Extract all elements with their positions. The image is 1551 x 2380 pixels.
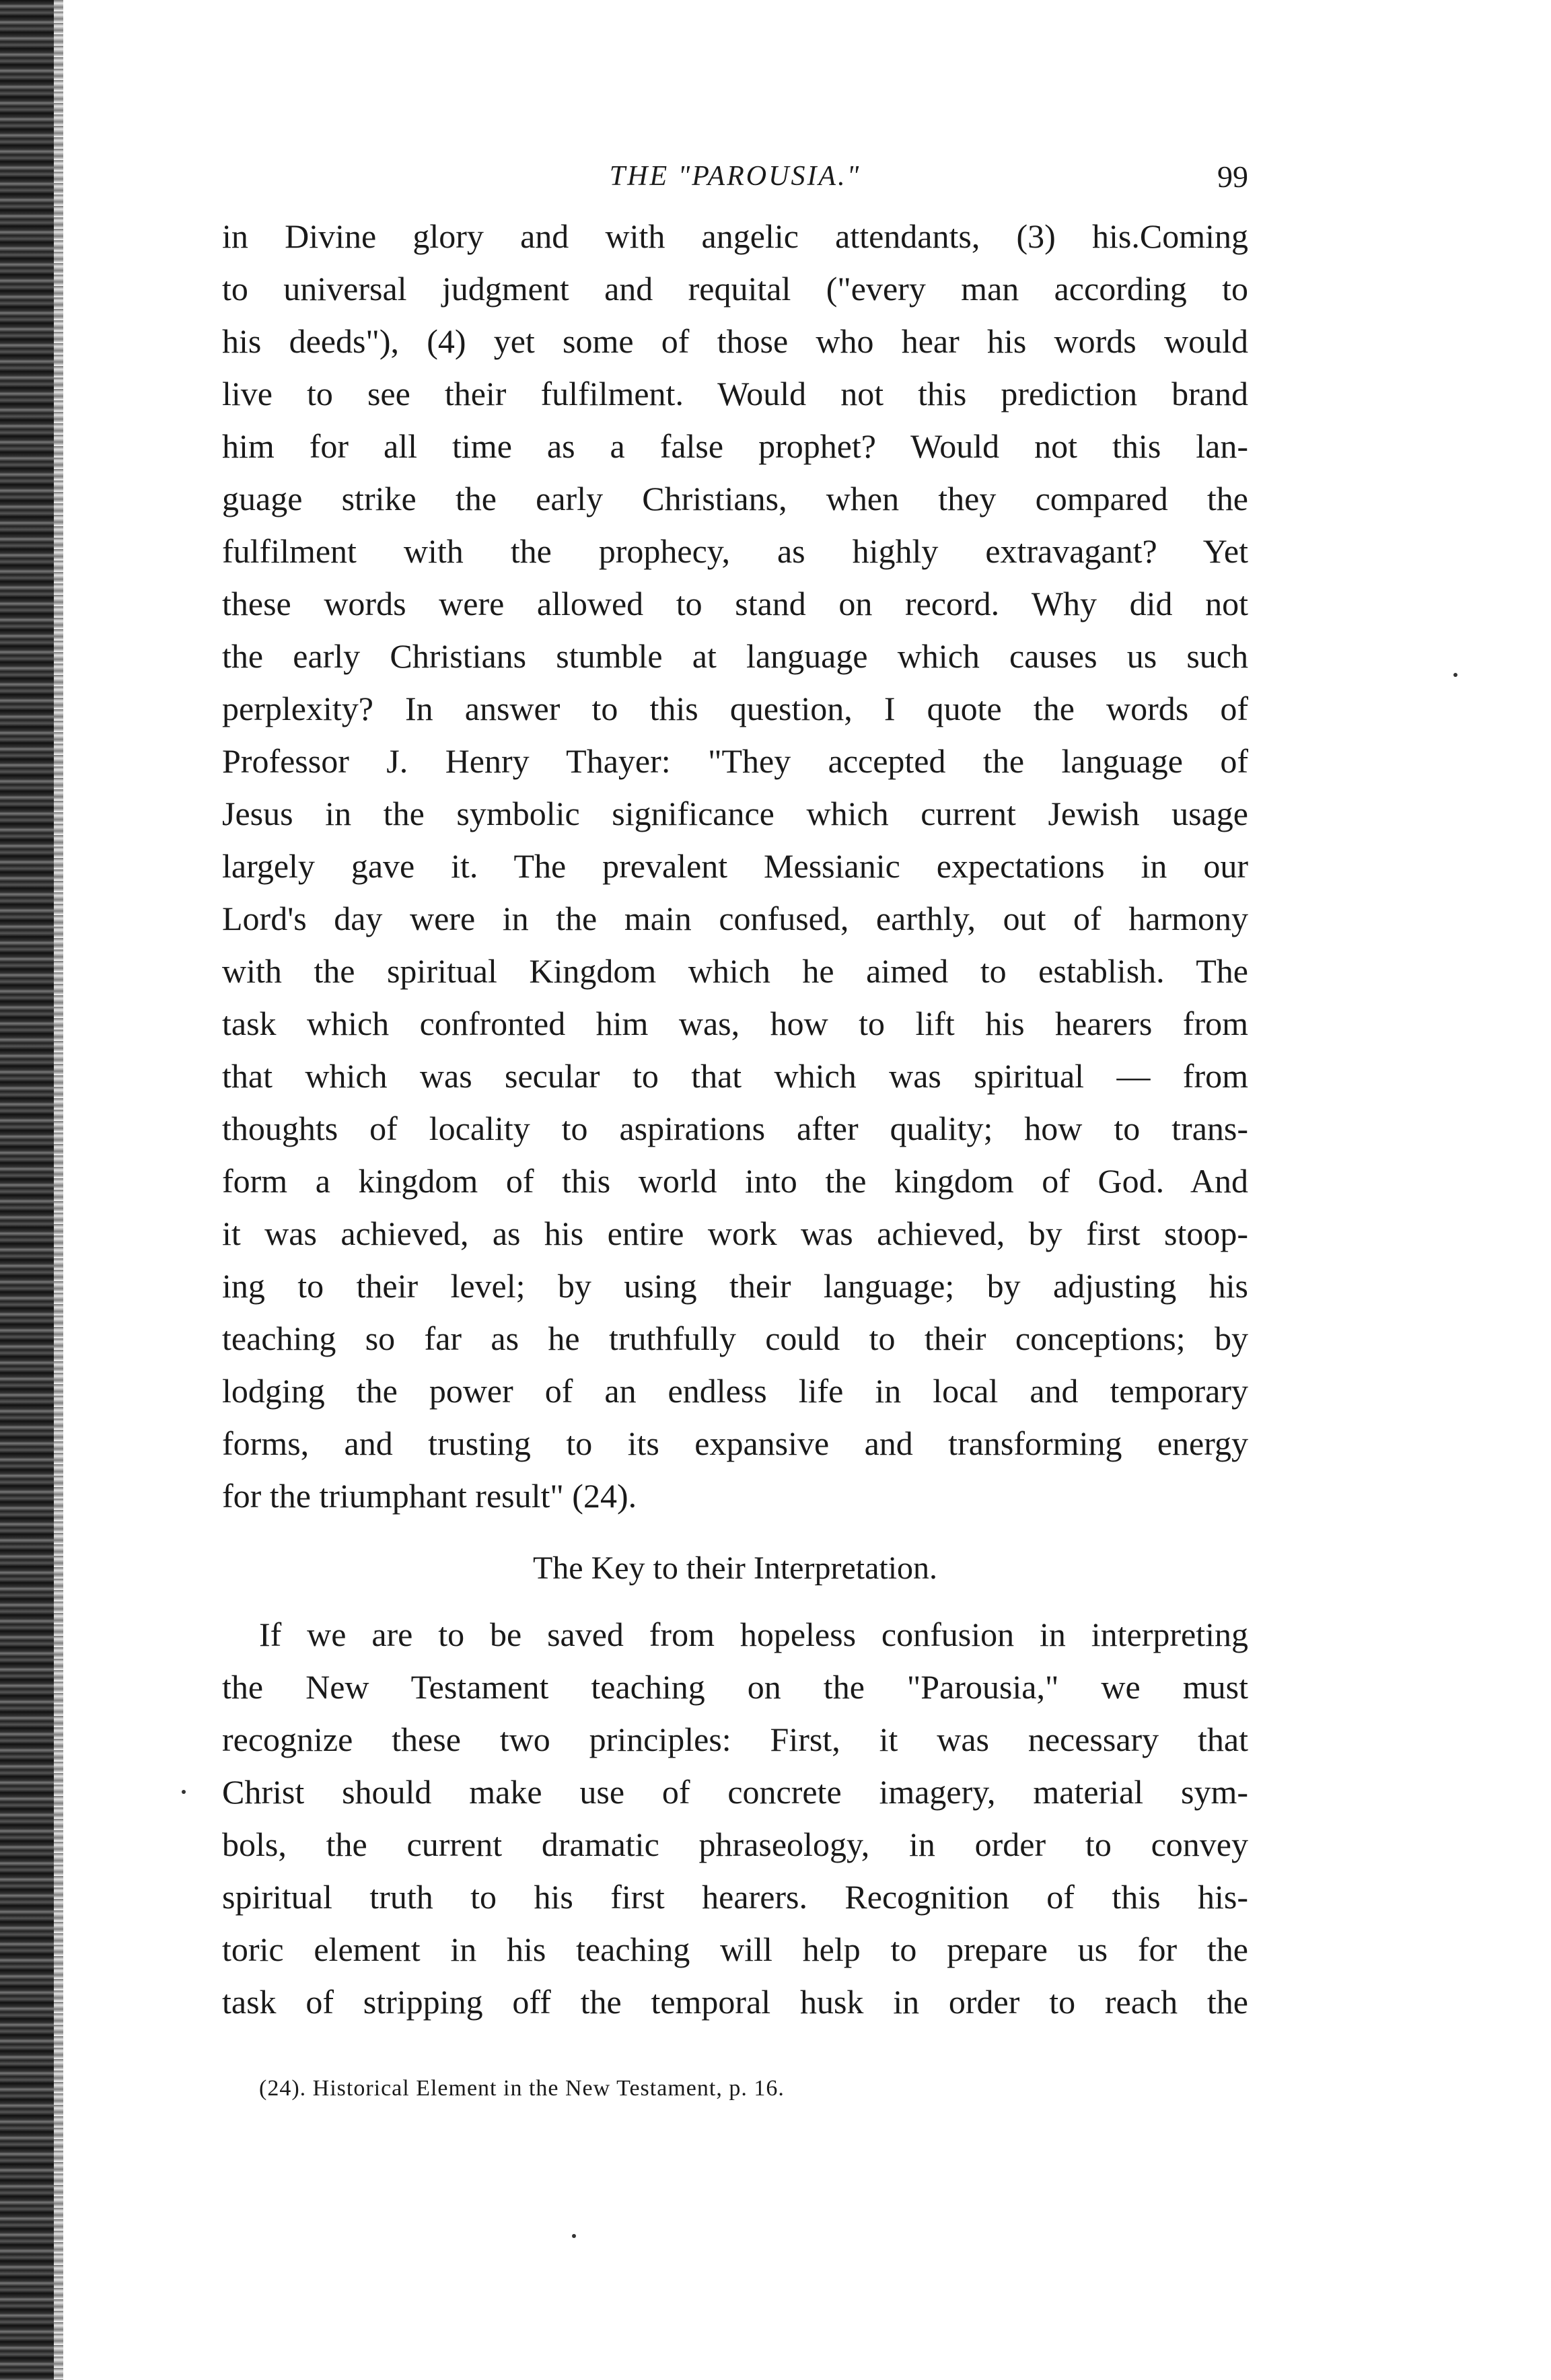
text-line: his deeds"), (4) yet some of those who hear his words would (222, 322, 1248, 360)
text-line: spiritual truth to his first hearers. Recognition of this his- (222, 1878, 1248, 1916)
page-number: 99 (1217, 159, 1248, 194)
text-line: in Divine glory and with angelic attendants, (3) his.Coming (222, 217, 1248, 255)
text-line: largely gave it. The prevalent Messianic expectations in our (222, 847, 1248, 885)
text-line: Christ should make use of concrete imagery, material sym- (222, 1773, 1248, 1811)
text-line: the early Christians stumble at language which causes us such (222, 637, 1248, 675)
text-line: it was achieved, as his entire work was achieved, by first stoop- (222, 1215, 1248, 1252)
section-heading: The Key to their Interpretation. (532, 1550, 938, 1586)
text-line: toric element in his teaching will help to prepare us for the (222, 1931, 1248, 1968)
text-line: fulfilment with the prophecy, as highly extravagant? Yet (222, 532, 1248, 570)
text-line: form a kingdom of this world into the kingdom of God. And (222, 1162, 1248, 1200)
text-line: perplexity? In answer to this question, I quote the words of (222, 690, 1248, 727)
text-line: forms, and trusting to its expansive and transforming energy (222, 1425, 1248, 1462)
text-line: ing to their level; by using their language; by adjusting his (222, 1267, 1248, 1305)
text-line: bols, the current dramatic phraseology, in order to convey (222, 1826, 1248, 1863)
text-line: lodging the power of an endless life in local and temporary (222, 1372, 1248, 1410)
scan-speck (572, 2234, 576, 2238)
text-line: these words were allowed to stand on record. Why did not (222, 585, 1248, 622)
text-line: Lord's day were in the main confused, earthly, out of harmony (222, 900, 1248, 937)
text-line: that which was secular to that which was spiritual — from (222, 1057, 1248, 1095)
text-line: guage strike the early Christians, when they compared the (222, 480, 1248, 517)
text-line: task of stripping off the temporal husk in order to reach the (222, 1983, 1248, 2021)
text-line: task which confronted him was, how to lift his hearers from (222, 1005, 1248, 1042)
book-page (222, 0, 1248, 2380)
running-title: THE "PAROUSIA." (609, 161, 861, 192)
text-line: If we are to be saved from hopeless confusion in interpreting (259, 1616, 1248, 1653)
text-line: with the spiritual Kingdom which he aimed to establish. The (222, 952, 1248, 990)
text-line: teaching so far as he truthfully could to their conceptions; by (222, 1320, 1248, 1357)
text-line: live to see their fulfilment. Would not this prediction brand (222, 375, 1248, 412)
text-line: recognize these two principles: First, it was necessary that (222, 1721, 1248, 1758)
footnote: (24). Historical Element in the New Testament, p. 16. (259, 2076, 785, 2101)
book-spine-edge (0, 0, 54, 2380)
text-line: thoughts of locality to aspirations after quality; how to trans- (222, 1110, 1248, 1147)
text-line: to universal judgment and requital ("every man according to (222, 270, 1248, 308)
running-head (222, 155, 1248, 202)
body-text (222, 210, 1248, 2028)
text-line: Jesus in the symbolic significance which current Jewish usage (222, 795, 1248, 832)
scan-speck (1453, 673, 1457, 677)
text-line: him for all time as a false prophet? Would not this lan- (222, 427, 1248, 465)
paragraph-1 (222, 210, 1248, 1522)
scan-speck (182, 1790, 186, 1794)
text-line: the New Testament teaching on the "Parousia," we must (222, 1668, 1248, 1706)
text-line: Professor J. Henry Thayer: "They accepted the language of (222, 742, 1248, 780)
paragraph-2 (222, 1608, 1248, 2028)
text-line: for the triumphant result" (24). (222, 1477, 637, 1515)
